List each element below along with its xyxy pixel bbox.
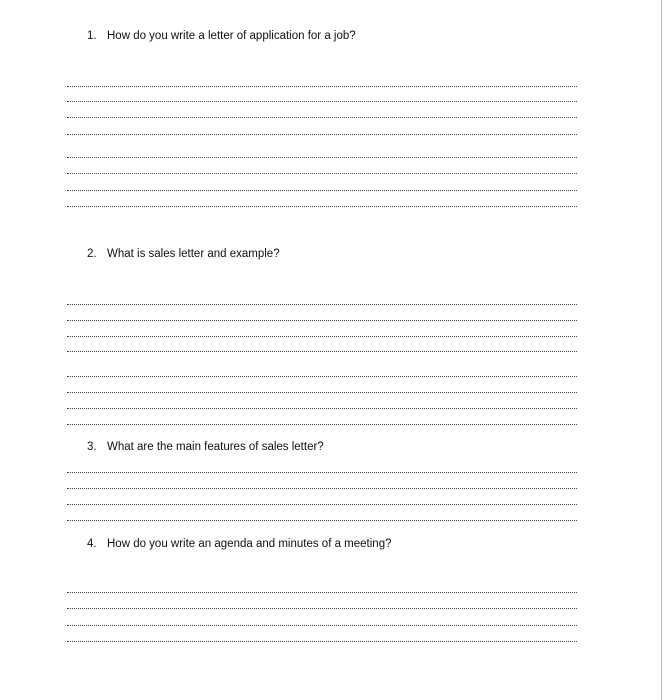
answer-line-3-3[interactable] bbox=[67, 504, 577, 505]
answer-line-1-1[interactable] bbox=[67, 86, 577, 87]
answer-line-1-2[interactable] bbox=[67, 101, 577, 102]
answer-line-2-7[interactable] bbox=[67, 408, 577, 409]
question-2-number: 2. bbox=[87, 248, 97, 260]
question-3-text: What are the main features of sales letter? bbox=[107, 441, 324, 453]
question-1 bbox=[87, 29, 356, 43]
answer-line-2-5[interactable] bbox=[67, 376, 577, 377]
question-3-number: 3. bbox=[87, 441, 97, 453]
answer-line-2-3[interactable] bbox=[67, 336, 577, 337]
question-3 bbox=[87, 440, 324, 454]
question-2-text: What is sales letter and example? bbox=[107, 248, 280, 260]
question-4-text: How do you write an agenda and minutes of a meeting? bbox=[107, 538, 392, 550]
answer-line-2-8[interactable] bbox=[67, 424, 577, 425]
answer-line-2-6[interactable] bbox=[67, 392, 577, 393]
question-1-text: How do you write a letter of application for a job? bbox=[107, 30, 356, 42]
answer-line-4-1[interactable] bbox=[67, 592, 577, 593]
question-4 bbox=[87, 537, 392, 551]
answer-line-4-3[interactable] bbox=[67, 625, 577, 626]
answer-line-4-2[interactable] bbox=[67, 608, 577, 609]
question-2 bbox=[87, 247, 280, 261]
page-edge bbox=[661, 0, 662, 700]
answer-line-1-4[interactable] bbox=[67, 134, 577, 135]
question-4-number: 4. bbox=[87, 538, 97, 550]
answer-line-3-2[interactable] bbox=[67, 488, 577, 489]
question-1-number: 1. bbox=[87, 30, 97, 42]
answer-line-1-7[interactable] bbox=[67, 190, 577, 191]
answer-line-1-8[interactable] bbox=[67, 206, 577, 207]
answer-line-3-4[interactable] bbox=[67, 520, 577, 521]
answer-line-1-3[interactable] bbox=[67, 117, 577, 118]
answer-line-1-5[interactable] bbox=[67, 157, 577, 158]
answer-line-2-1[interactable] bbox=[67, 304, 577, 305]
answer-line-2-4[interactable] bbox=[67, 351, 577, 352]
answer-line-1-6[interactable] bbox=[67, 173, 577, 174]
answer-line-4-4[interactable] bbox=[67, 641, 577, 642]
answer-line-2-2[interactable] bbox=[67, 320, 577, 321]
answer-line-3-1[interactable] bbox=[67, 472, 577, 473]
